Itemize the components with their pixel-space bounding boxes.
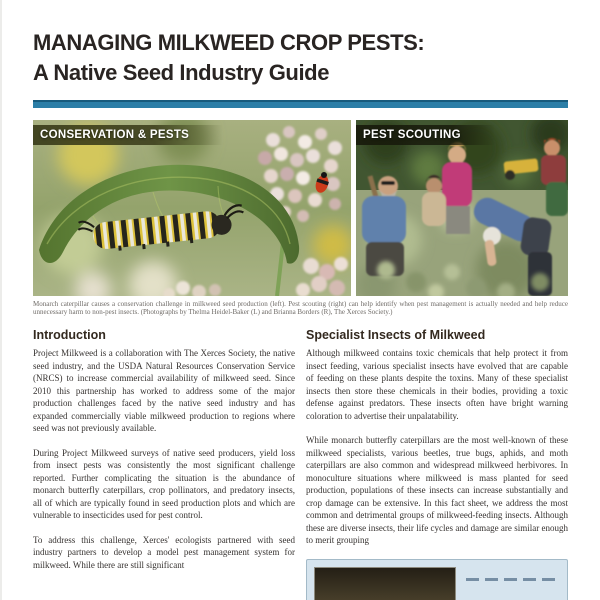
page-edge-line	[0, 0, 2, 600]
scouting-photo-illustration	[356, 120, 568, 296]
caterpillar-photo-illustration	[33, 120, 351, 296]
conservation-pests-banner: CONSERVATION & PESTS	[33, 125, 223, 145]
introduction-heading: Introduction	[33, 328, 106, 342]
title-divider-rule	[33, 100, 568, 108]
photo-row	[33, 120, 568, 296]
page-title	[33, 28, 568, 88]
info-box	[306, 559, 568, 600]
page-title-line-2: A Native Seed Industry Guide	[33, 60, 330, 85]
introduction-paragraph-1: Project Milkweed is a collaboration with The Xerces Society, the native seed industry, and the USDA Natural Resources Conservation Service (NRCS) to increase commercial availability of milkweed seed. Since 2010 this partnership has worked to address some of the major production challenges faced by the native seed industry and has expanded commercially viable milkweed production to regions where seed was not previously available.	[33, 348, 295, 433]
pest-scouting-photo	[356, 120, 568, 296]
page-title-line-1: MANAGING MILKWEED CROP PESTS:	[33, 30, 425, 55]
specialist-insects-heading: Specialist Insects of Milkweed	[306, 328, 486, 342]
photo-caption: Monarch caterpillar causes a conservation challenge in milkweed seed production (left). Pest scouting (right) can help identify when pest management is actually needed and help reduce unnecessary harm to non-pest insects. (Photographs by Thelma Heidel-Baker (L) and Brianna Borders (R), The Xerces Society.)	[33, 300, 568, 316]
introduction-paragraph-3: To address this challenge, Xerces' ecologists partnered with seed industry partners to develop a model pest management system for milkweed. While there are still significant	[33, 534, 295, 570]
info-box-thumbnail	[314, 567, 456, 600]
column-specialist-insects	[306, 328, 568, 600]
specialist-paragraph-1: Although milkweed contains toxic chemicals that help protect it from insect feeding, various specialist insects have evolved that are capable of feeding on these plants despite the toxins. Many of these specialist insects then store these chemicals in their bodies, providing a toxic defense against predators. These insects often have bright warning coloration to advertise their unpalatability.	[306, 348, 568, 421]
info-box-text-sliver	[466, 578, 560, 581]
conservation-pests-photo	[33, 120, 351, 296]
body-columns	[33, 328, 568, 600]
column-introduction	[33, 328, 295, 600]
pest-scouting-banner: PEST SCOUTING	[356, 125, 495, 145]
specialist-paragraph-2: While monarch butterfly caterpillars are the most well-known of these milkweed specialists, various beetles, true bugs, aphids, and moth caterpillars are also common and widespread milkweed herbivores. In monoculture situations where milkweed is mass planted for seed production, populations of these insects can increase substantially and crop damage can be extensive. In this fact sheet, we address the most common and detrimental groups of milkweed-feeding insects. Although these are diverse insects, their life cycles and damage are similar enough to merit grouping	[306, 435, 568, 545]
introduction-paragraph-2: During Project Milkweed surveys of native seed producers, yield loss from insect pests was consistently the most significant challenge reported. Further complicating the situation is the abundance of monarch butterfly caterpillars, crop pollinators, and predatory insects, all of which are typically found in seed production plots and which are vulnerable to insecticides used for pest control.	[33, 447, 295, 520]
